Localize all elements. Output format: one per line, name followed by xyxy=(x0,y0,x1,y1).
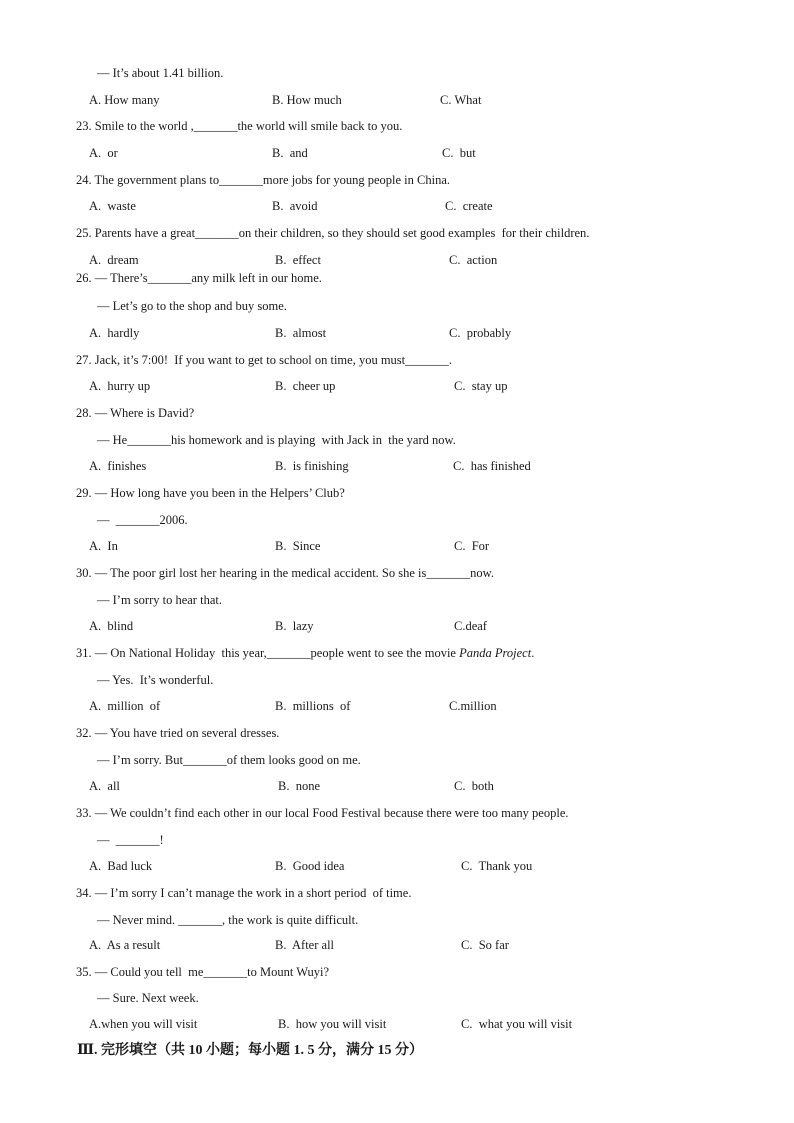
option-b: B. is finishing xyxy=(275,459,349,473)
option-c: C. create xyxy=(445,199,493,213)
question-27: 27. Jack, it’s 7:00! If you want to get to school on time, you must_______. xyxy=(76,353,453,367)
option-c: C. What xyxy=(440,93,482,107)
option-c: C. what you will visit xyxy=(461,1017,573,1031)
option-a: A. million of xyxy=(89,699,161,713)
option-b: B. Since xyxy=(275,539,321,553)
option-c: C. but xyxy=(442,146,476,160)
option-b: B. and xyxy=(272,146,308,160)
option-b: B. After all xyxy=(275,938,335,952)
option-c: C. has finished xyxy=(453,459,531,473)
answer-line: — Let’s go to the shop and buy some. xyxy=(97,299,287,313)
option-b: B. How much xyxy=(272,93,342,107)
question-23: 23. Smile to the world ,_______the world will smile back to you. xyxy=(76,119,403,133)
answer-line: — Never mind. _______, the work is quite difficult. xyxy=(97,913,359,927)
option-a: A. dream xyxy=(89,253,139,267)
option-c: C. So far xyxy=(461,938,509,952)
question-31 xyxy=(76,647,534,660)
option-c: C. probably xyxy=(449,326,512,340)
option-c: C. Thank you xyxy=(461,859,533,873)
question-24: 24. The government plans to_______more jobs for young people in China. xyxy=(76,173,451,187)
option-a: A. waste xyxy=(89,199,136,213)
question-33: 33. — We couldn’t find each other in our local Food Festival because there were too many people. xyxy=(76,806,569,820)
option-c: C.million xyxy=(449,699,497,713)
option-a: A. all xyxy=(89,779,120,793)
option-c: C. For xyxy=(454,539,490,553)
option-b: B. lazy xyxy=(275,619,314,633)
question-34: 34. — I’m sorry I can’t manage the work in a short period of time. xyxy=(76,886,412,900)
answer-line: — Sure. Next week. xyxy=(97,991,199,1005)
option-a: A.when you will visit xyxy=(89,1017,198,1031)
option-c: C. action xyxy=(449,253,498,267)
option-a: A. hardly xyxy=(89,326,140,340)
movie-title: Panda Project xyxy=(459,646,532,660)
option-b: B. effect xyxy=(275,253,321,267)
answer-line: — I’m sorry to hear that. xyxy=(97,593,222,607)
section-heading: Ⅲ. 完形填空（共 10 小题；每小题 1. 5 分，满分 15 分） xyxy=(77,1043,424,1058)
option-a: A. Bad luck xyxy=(89,859,153,873)
question-32: 32. — You have tried on several dresses. xyxy=(76,726,280,740)
option-b: B. cheer up xyxy=(275,379,336,393)
question-31-end: . xyxy=(531,646,535,660)
answer-line: — _______2006. xyxy=(97,513,188,527)
question-35: 35. — Could you tell me_______to Mount Wuyi? xyxy=(76,965,330,979)
option-b: B. millions of xyxy=(275,699,351,713)
answer-line: — _______! xyxy=(97,833,164,847)
option-a: A. In xyxy=(89,539,118,553)
option-c: C.deaf xyxy=(454,619,487,633)
option-c: C. both xyxy=(454,779,494,793)
option-b: B. how you will visit xyxy=(278,1017,387,1031)
question-26: 26. — There’s_______any milk left in our home. xyxy=(76,271,322,285)
question-28: 28. — Where is David? xyxy=(76,406,195,420)
option-b: B. none xyxy=(278,779,321,793)
option-a: A. blind xyxy=(89,619,134,633)
question-31-text: 31. — On National Holiday this year,_______people went to see the movie xyxy=(76,646,460,660)
option-b: B. almost xyxy=(275,326,327,340)
option-b: B. Good idea xyxy=(275,859,345,873)
answer-line: — I’m sorry. But_______of them looks good on me. xyxy=(97,753,361,767)
question-30: 30. — The poor girl lost her hearing in the medical accident. So she is_______now. xyxy=(76,566,494,580)
option-c: C. stay up xyxy=(454,379,508,393)
answer-line: — It’s about 1.41 billion. xyxy=(97,66,224,80)
option-a: A. or xyxy=(89,146,118,160)
answer-line: — Yes. It’s wonderful. xyxy=(97,673,214,687)
option-a: A. How many xyxy=(89,93,160,107)
answer-line: — He_______his homework and is playing with Jack in the yard now. xyxy=(97,433,456,447)
question-29: 29. — How long have you been in the Helpers’ Club? xyxy=(76,486,345,500)
option-a: A. finishes xyxy=(89,459,147,473)
option-b: B. avoid xyxy=(272,199,318,213)
option-a: A. hurry up xyxy=(89,379,151,393)
option-a: A. As a result xyxy=(89,938,161,952)
question-25: 25. Parents have a great_______on their children, so they should set good examples for their children. xyxy=(76,226,590,240)
